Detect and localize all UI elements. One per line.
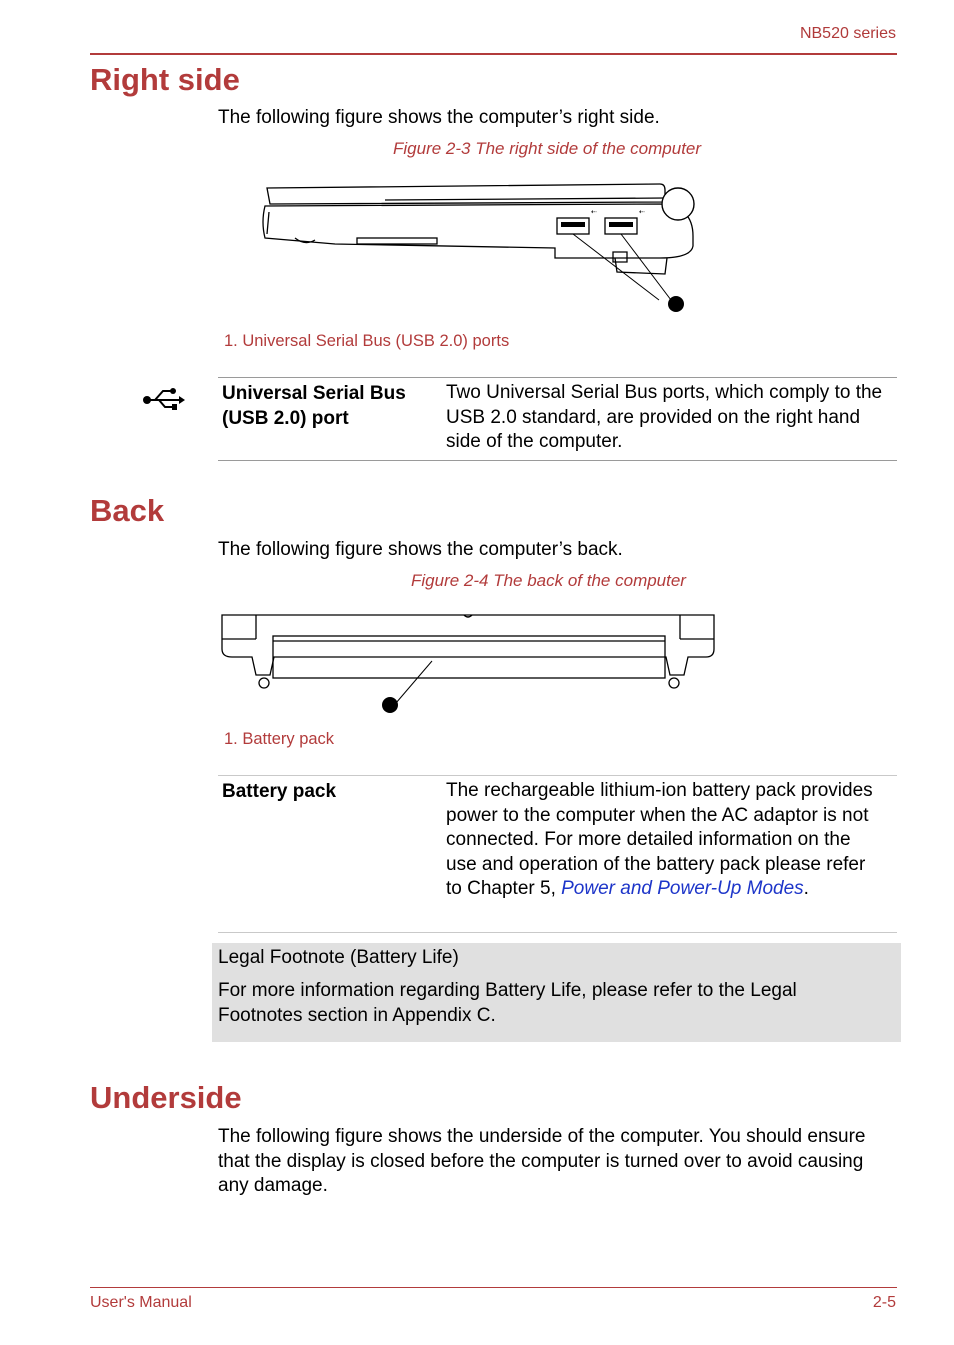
laptop-back-outline <box>222 615 714 688</box>
figure-legend-right-side: 1. Universal Serial Bus (USB 2.0) ports <box>224 332 510 350</box>
section-heading-underside: Underside <box>90 1080 242 1115</box>
header-rule <box>90 53 897 55</box>
table-description-usb: Two Universal Serial Bus ports, which comply to the USB 2.0 standard, are provided on the right hand side of the computer. <box>446 382 883 452</box>
power-modes-link[interactable]: Power and Power-Up Modes <box>561 878 804 899</box>
section-heading-right-side: Right side <box>90 62 240 97</box>
battery-table-rule-bottom <box>218 932 897 933</box>
legal-footnote-box <box>212 943 901 1042</box>
footer-manual-label: User's Manual <box>90 1294 192 1311</box>
callout-line-battery <box>396 661 432 703</box>
table-term-usb <box>222 381 432 431</box>
table-term-battery: Battery pack <box>222 781 337 802</box>
table-term-usb-line1: Universal Serial Bus <box>222 383 406 404</box>
figure-right-side-illustration <box>255 176 705 316</box>
legal-footnote-body: For more information regarding Battery Life, please refer to the Legal Footnotes section in Appendix C. <box>218 980 797 1026</box>
usb-port-1 <box>557 218 589 234</box>
usb-mark-1: ⇠ <box>591 208 597 216</box>
section-heading-back: Back <box>90 493 165 528</box>
callout-marker-1 <box>668 296 684 312</box>
underside-intro: The following figure shows the underside of the computer. You should ensure that the display is closed before the computer is turned over to avoid causing any damage. <box>218 1126 866 1196</box>
figure-caption-back: Figure 2-4 The back of the computer <box>411 571 686 590</box>
table-rule-bottom <box>218 460 897 461</box>
table-description-battery <box>446 779 886 902</box>
battery-table-rule-top <box>218 775 897 776</box>
callout-marker-battery <box>382 697 398 713</box>
header-series-label: NB520 series <box>799 25 896 42</box>
usb-port-2 <box>605 218 637 234</box>
footer-rule <box>90 1287 897 1288</box>
footer-page-number: 2-5 <box>872 1294 896 1311</box>
figure-caption-right-side: Figure 2-3 The right side of the computer <box>393 139 702 158</box>
table-term-usb-line2: (USB 2.0) port <box>222 408 349 429</box>
figure-back-illustration <box>218 609 720 719</box>
battery-description-suffix: . <box>803 878 809 899</box>
figure-legend-back: 1. Battery pack <box>224 730 335 748</box>
hinge-knob <box>662 188 694 220</box>
legal-footnote-title: Legal Footnote (Battery Life) <box>218 947 459 968</box>
battery-description-text: The rechargeable lithium-ion battery pack provides power to the computer when the AC adaptor is not connected. For more detailed information on the use and operation of the battery pack please refer to Chapter 5, <box>446 780 873 899</box>
usb-icon <box>141 386 185 412</box>
usb-mark-2: ⇠ <box>639 208 645 216</box>
table-rule-top <box>218 377 897 378</box>
right-side-intro: The following figure shows the computer’s right side. <box>218 107 660 128</box>
back-intro: The following figure shows the computer’s back. <box>218 539 623 560</box>
